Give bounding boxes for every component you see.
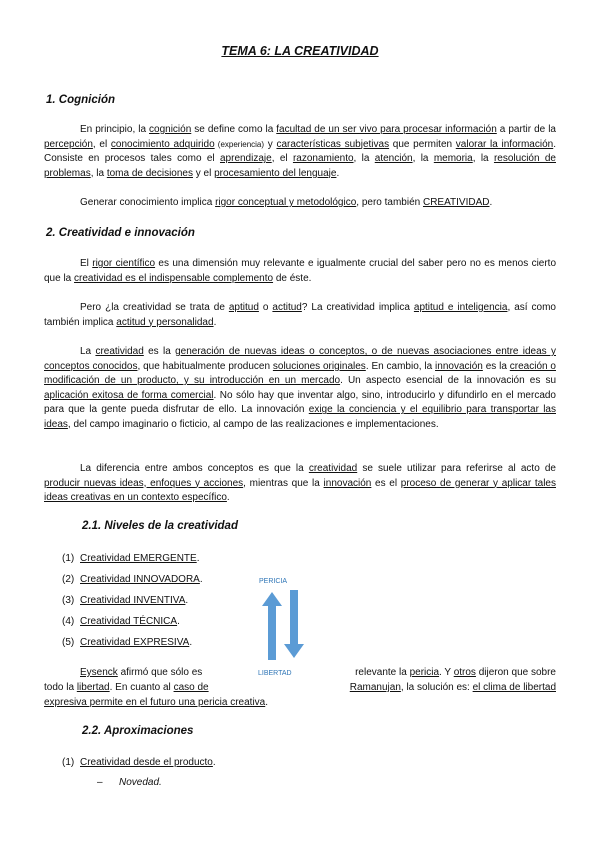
level-item: (2) Creatividad INNOVADORA. — [62, 574, 203, 585]
up-arrow-icon — [262, 592, 282, 660]
pericia-label: PERICIA — [259, 578, 288, 585]
s1-paragraph-2: Generar conocimiento implica rigor conceptual y metodológico, pero también CREATIVIDAD. — [80, 197, 493, 208]
document-page: TEMA 6: LA CREATIVIDAD 1. Cognición En principio, la cognición se define como la facultad de un ser vivo para procesar información a partir de la percepción, el conocimiento adquirido (experiencia) y características subjetivas que permiten valorar la información. Consiste en procesos tales como el aprendizaje, el razonamiento, la atención, la memoria, la resolución de problemas, la toma de decisiones y el procesamiento del lenguaje. Generar conocimiento implica rigor conceptual y metodológico, pero también CREATIVIDAD. 2. Creatividad e innovación El rigor científico es una dimensión muy relevante e igualmente crucial del saber pero no es menos cierto que la creatividad es el indispensable complemento de éste. Pero ¿la creatividad se trata de aptitud o actitud? La creatividad implica aptitud e inteligencia, así como también implica actitud y personalidad. La creatividad es la generación de nuevas ideas o conceptos, o de nuevas asociaciones entre ideas y conceptos conocidos, que habitualmente producen soluciones originales. En cambio, la innovación es la creación o modificación de un producto, y su introducción en un mercado. Un aspecto esencial de la innovación es su aplicación exitosa de forma comercial. No sólo hay que inventar algo, sino, introducirlo y difundirlo en el mercado para que la gente pueda disfrutar de ello. La innovación exige la conciencia y el equilibrio para transportar las ideas, del campo imaginario o ficticio, al campo de las realizaciones e implementaciones. La diferencia entre ambos conceptos es que la creatividad se suele utilizar para referirse al acto de producir nuevas ideas, enfoques y acciones, mientras que la innovación es el proceso de generar y aplicar tales ideas creativas en un contexto específico. 2.1. Niveles de la creatividad (1) Creatividad EMERGENTE. (2) Creatividad INNOVADORA. (3) Creatividad INVENTIVA. (4) Creatividad TÉCNICA. (5) Creatividad EXPRESIVA. PERICIA LIBERTAD Eysenck afirmó que sólo es relevante la pericia. Y otros dijeron que sobre todo la libertad. En cuanto al caso de Ramanujan, la solución es: el clima de libertad expresiva permite en el futuro una pericia creativa. 2.2. Aproximaciones (1) Creatividad desde el producto. – Novedad. — [0, 0, 600, 848]
document-title: TEMA 6: LA CREATIVIDAD — [221, 44, 379, 58]
level-item: (5) Creatividad EXPRESIVA. — [62, 637, 193, 648]
s2-paragraph-1: El rigor científico es una dimensión muy relevante e igualmente crucial del saber pero no es menos cierto que la creatividad es el indispensable complemento de éste. — [44, 258, 557, 284]
section-1-heading: 1. Cognición — [46, 94, 115, 106]
section-2-2-heading: 2.2. Aproximaciones — [82, 725, 194, 737]
libertad-label: LIBERTAD — [258, 670, 292, 677]
level-item: (3) Creatividad INVENTIVA. — [62, 595, 189, 606]
down-arrow-icon — [284, 590, 304, 658]
s2-paragraph-2: Pero ¿la creatividad se trata de aptitud o actitud? La creatividad implica aptitud e inteligencia, así como también implica actitud y personalidad. — [44, 302, 556, 328]
s1-paragraph-1: En principio, la cognición se define como la facultad de un ser vivo para procesar información a partir de la percepción, el conocimiento adquirido (experiencia) y características subjetivas que permiten valorar la información. Consiste en procesos tales como el aprendizaje, el razonamiento, la atención, la memoria, la resolución de problemas, la toma de decisiones y el procesamiento del lenguaje. — [44, 124, 556, 179]
approach-subitem: – Novedad. — [97, 777, 162, 788]
section-2-1-heading: 2.1. Niveles de la creatividad — [82, 520, 238, 532]
section-2-heading: 2. Creatividad e innovación — [46, 227, 195, 239]
approach-item: (1) Creatividad desde el producto. — [62, 757, 216, 768]
pericia-libertad-arrows — [258, 590, 318, 660]
eysenck-line-3: expresiva permite en el futuro una pericia creativa. — [44, 697, 269, 708]
s2-paragraph-3: La creatividad es la generación de nuevas ideas o conceptos, o de nuevas asociaciones entre ideas y conceptos conocidos, que habitualmente producen soluciones originales. En cambio, la innovación es la creación o modificación de un producto, y su introducción en un mercado. Un aspecto esencial de la innovación es su aplicación exitosa de forma comercial. No sólo hay que inventar algo, sino, introducirlo y difundirlo en el mercado para que la gente pueda disfrutar de ello. La innovación exige la conciencia y el equilibrio para transportar las ideas, del campo imaginario o ficticio, al campo de las realizaciones e implementaciones. — [44, 346, 557, 430]
level-item: (1) Creatividad EMERGENTE. — [62, 553, 200, 564]
level-item: (4) Creatividad TÉCNICA. — [62, 616, 180, 627]
s2-paragraph-4: La diferencia entre ambos conceptos es que la creatividad se suele utilizar para referirse al acto de producir nuevas ideas, enfoques y acciones, mientras que la innovación es el proceso de generar y aplicar tales ideas creativas en un contexto específico. — [44, 463, 556, 504]
